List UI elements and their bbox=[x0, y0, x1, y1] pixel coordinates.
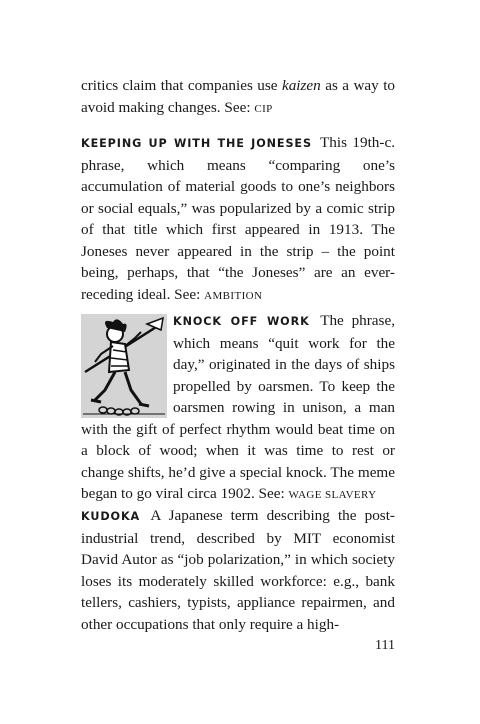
woodcut-illustration bbox=[81, 314, 167, 418]
see-reference: AMBITION bbox=[204, 289, 263, 302]
entry-continuation bbox=[81, 75, 395, 120]
entry-keeping-up-with-the-joneses bbox=[81, 132, 395, 307]
entry-body: A Japanese term describing the post-industrial trend, described by MIT economist David Autor as “job polarization,” in which society loses its moderately skilled workforce: e.g., bank tellers, cashiers, typists, appliance repairmen, and other occupations that only require a high- bbox=[81, 507, 395, 633]
see-reference: WAGE SLAVERY bbox=[288, 489, 377, 501]
entry-text: critics claim that companies use bbox=[81, 77, 282, 94]
entry-headword: KEEPING UP WITH THE JONESES bbox=[81, 137, 312, 150]
entry-headword: KUDOKA bbox=[81, 510, 141, 523]
emphasis-kaizen: kaizen bbox=[281, 77, 321, 94]
page-number: 111 bbox=[375, 638, 395, 653]
walking-worker-icon bbox=[81, 314, 167, 418]
entry-kudoka bbox=[81, 505, 395, 635]
see-reference: CIP bbox=[254, 102, 273, 115]
entry-knock-off-work bbox=[81, 310, 395, 507]
entry-headword: KNOCK OFF WORK bbox=[173, 315, 310, 328]
entry-body: The phrase, which means “quit work for the day,” originated in the days of ships propelled by oarsmen. To keep the oarsmen rowing in unison, a man with the gift of perfect rhythm would beat time on a block of wood; when it was time to rest or change shifts, he’d give a special knock. The meme began to go viral circa 1902. See: bbox=[81, 312, 395, 502]
entry-text-2: as a way to avoid making changes. See: bbox=[81, 77, 396, 116]
entry-body: This 19th-c. phrase, which means “comparing one’s accumulation of material goods to one’s neighbors or social equals,” was popularized by a comic strip of that title which first appeared in 1913. The Joneses never appeared in the strip – the point being, perhaps, that “the Joneses” are an ever-receding ideal. See: bbox=[81, 134, 395, 303]
